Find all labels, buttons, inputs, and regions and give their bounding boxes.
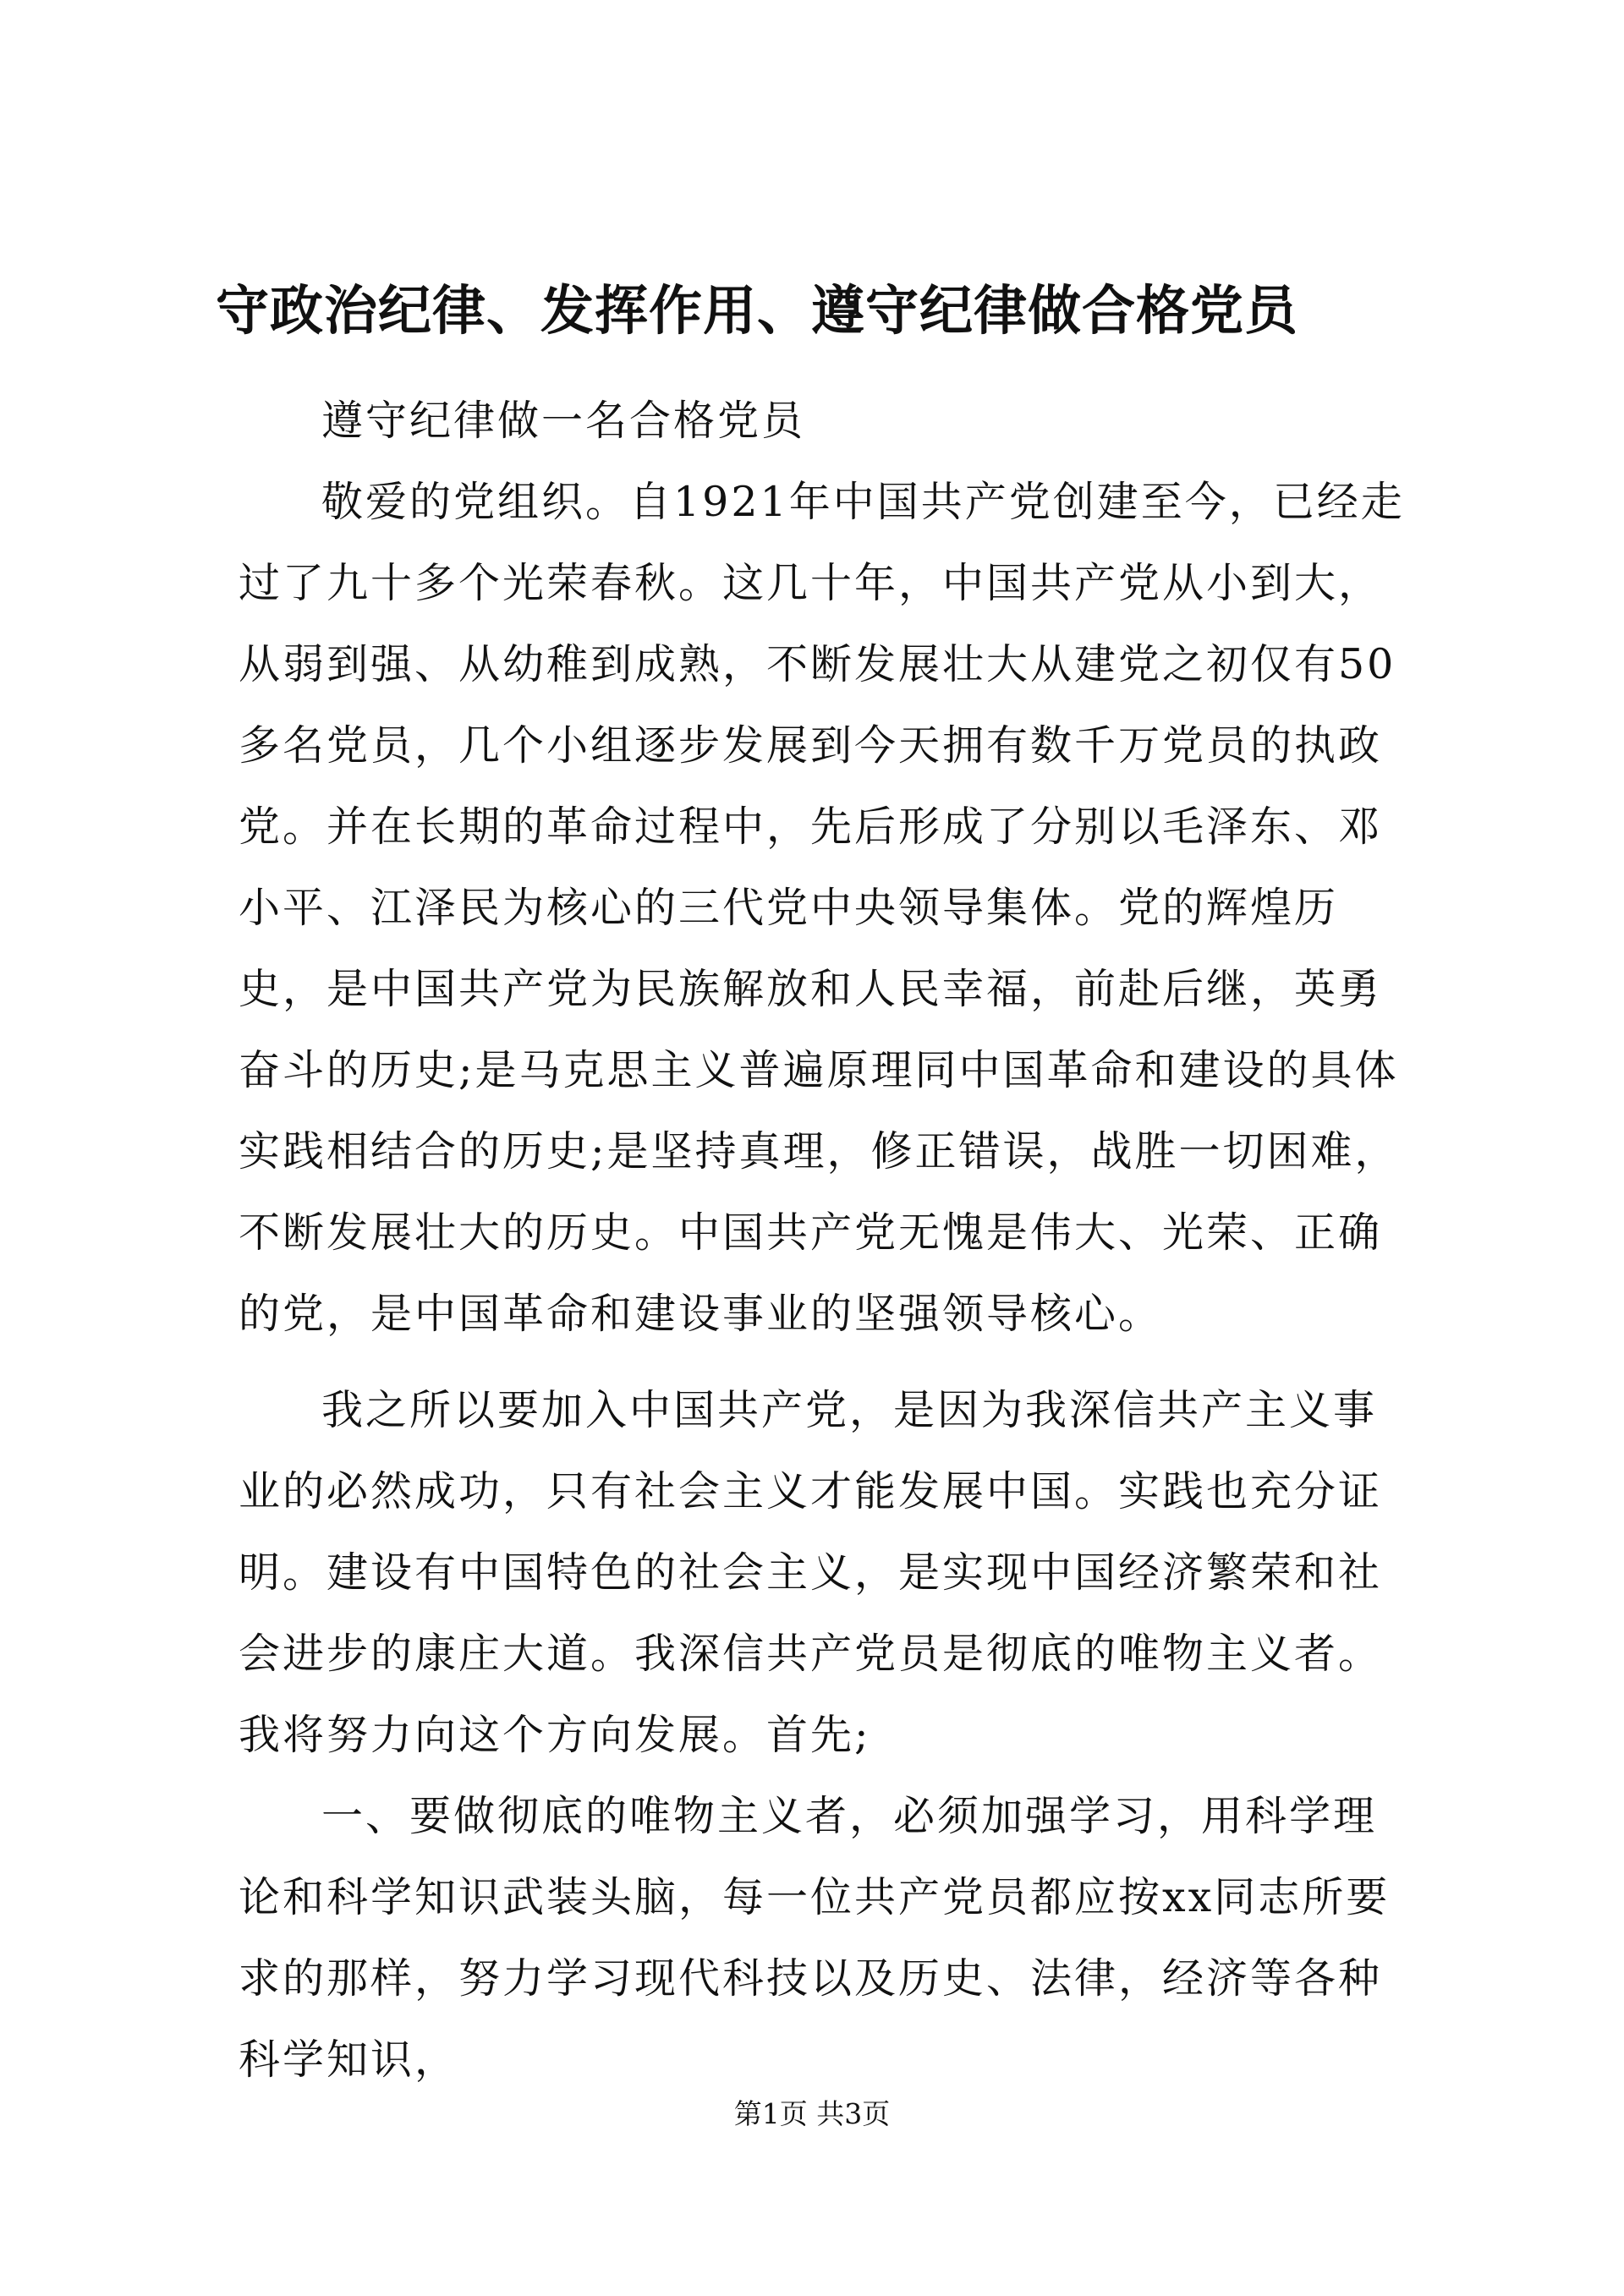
page-number-label: 第1页 共3页 bbox=[733, 2097, 891, 2130]
subtitle-paragraph: 遵守纪律做一名合格党员 bbox=[321, 397, 806, 445]
body-paragraph-3: 一、要做彻底的唯物主义者，必须加强学习，用科学理论和科学知识武装头脑，每一位共产党员都应按xx同志所要求的那样，努力学习现代科技以及历史、法律，经济等各种科学知识， bbox=[239, 1792, 1391, 2084]
document-body bbox=[239, 381, 1414, 2101]
body-paragraph-2: 我之所以要加入中国共产党，是因为我深信共产主义事业的必然成功，只有社会主义才能发展中国。实践也充分证明。建设有中国特色的社会主义，是实现中国经济繁荣和社会进步的康庄大道。我深信共产党员是彻底的唯物主义者。我将努力向这个方向发展。首先; bbox=[239, 1386, 1383, 1759]
body-paragraph-1: 敬爱的党组织。自1921年中国共产党创建至今，已经走过了九十多个光荣春秋。这几十年，中国共产党从小到大，从弱到强、从幼稚到成熟，不断发展壮大从建党之初仅有50多名党员，几个小组逐步发展到今天拥有数千万党员的执政党。并在长期的革命过程中，先后形成了分别以毛泽东、邓小平、江泽民为核心的三代党中央领导集体。党的辉煌历史，是中国共产党为民族解放和人民幸福，前赴后继，英勇奋斗的历史;是马克思主义普遍原理同中国革命和建设的具体实践相结合的历史;是坚持真理，修正错误，战胜一切困难，不断发展壮大的历史。中国共产党无愧是伟大、光荣、正确的党，是中国革命和建设事业的坚强领导核心。 bbox=[239, 478, 1405, 1338]
page-footer bbox=[0, 2097, 1624, 2131]
document-title: 守政治纪律、发挥作用、遵守纪律做合格党员 bbox=[216, 279, 1298, 342]
